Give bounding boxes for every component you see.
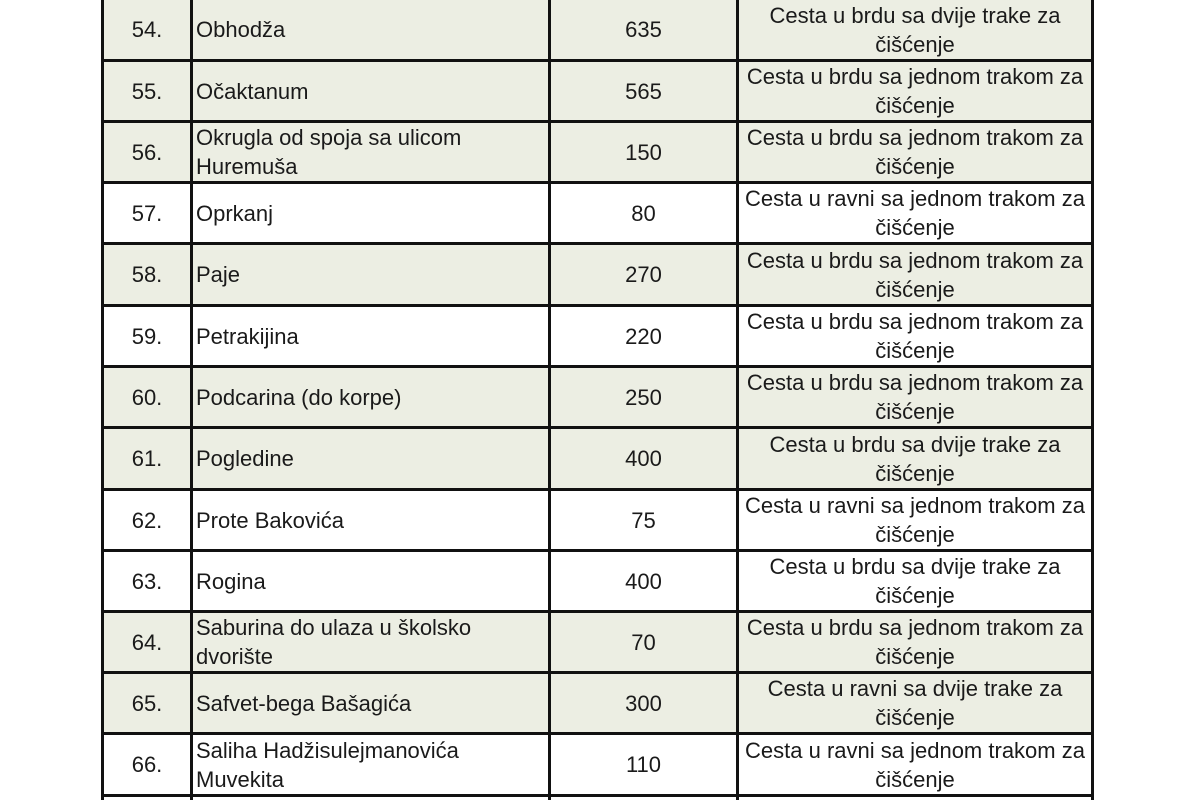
row-number-cell: [103, 612, 192, 673]
row-number-cell: [103, 306, 192, 367]
row-number: 64.: [131, 629, 163, 655]
length-cell: [550, 122, 738, 183]
length-value: 565: [625, 78, 662, 104]
street-name: Saburina do ulaza u školsko dvorište: [196, 615, 472, 669]
roads-table: [101, 0, 1094, 800]
row-number-cell: [103, 796, 192, 800]
row-number-cell: [103, 183, 192, 244]
street-name: Pogledine: [196, 446, 294, 471]
length-value: 250: [625, 384, 662, 410]
table-row: [103, 490, 1093, 551]
street-name-cell: [192, 306, 550, 367]
row-number: 56.: [131, 139, 163, 165]
length-value: 400: [625, 568, 662, 594]
roads-table-body: [103, 0, 1093, 800]
street-name: Okrugla od spoja sa ulicom Huremuša: [196, 125, 462, 179]
street-name: Paje: [196, 262, 241, 287]
row-number: 61.: [131, 446, 163, 471]
row-number-cell: [103, 428, 192, 490]
row-number: 63.: [131, 568, 163, 594]
length-value: 80: [631, 200, 656, 226]
row-number: 57.: [131, 200, 163, 226]
road-type: Cesta u brdu sa jednom trakom za čišćenje: [746, 370, 1084, 424]
road-type-cell: [738, 673, 1093, 734]
road-type-cell: [738, 122, 1093, 183]
row-number: 58.: [131, 262, 163, 287]
road-type-cell: [738, 428, 1093, 490]
street-name: Safvet-bega Bašagića: [196, 690, 412, 716]
table-row: [103, 0, 1093, 61]
length-value: 270: [625, 262, 662, 287]
row-number-cell: [103, 490, 192, 551]
street-name-cell: [192, 612, 550, 673]
street-name-cell: [192, 428, 550, 490]
length-cell: [550, 306, 738, 367]
length-cell: [550, 428, 738, 490]
table-row: [103, 673, 1093, 734]
street-name: Oprkanj: [196, 200, 274, 226]
road-type: Cesta u brdu sa dvije trake za čišćenje: [769, 554, 1061, 608]
road-type-cell: [738, 183, 1093, 244]
length-cell: [550, 183, 738, 244]
road-type: Cesta u brdu sa jednom trakom za čišćenje: [746, 247, 1084, 302]
length-value: 150: [625, 139, 662, 165]
row-number: 62.: [131, 507, 163, 533]
length-cell: [550, 244, 738, 306]
table-row: [103, 551, 1093, 612]
length-cell: [550, 612, 738, 673]
road-type: Cesta u ravni sa jednom trakom za čišćenje: [745, 493, 1085, 547]
road-type: Cesta u brdu sa jednom trakom za čišćenje: [746, 64, 1084, 118]
road-type-cell: [738, 61, 1093, 122]
row-number: 55.: [131, 78, 163, 104]
table-row: [103, 428, 1093, 490]
length-value: 400: [625, 446, 662, 471]
road-type-cell: [738, 367, 1093, 428]
road-type: Cesta u ravni sa dvije trake za čišćenje: [767, 676, 1063, 730]
street-name-cell: [192, 183, 550, 244]
road-type-cell: [738, 0, 1093, 61]
row-number-cell: [103, 367, 192, 428]
road-type: Cesta u brdu sa dvije trake za čišćenje: [769, 431, 1061, 486]
length-value: 75: [631, 507, 656, 533]
row-number: 54.: [131, 17, 163, 42]
table-row: [103, 612, 1093, 673]
street-name-cell: [192, 122, 550, 183]
street-name: Podcarina (do korpe): [196, 384, 402, 410]
row-number-cell: [103, 734, 192, 796]
street-name: Rogina: [196, 568, 266, 594]
row-number: 59.: [131, 323, 163, 349]
row-number-cell: [103, 244, 192, 306]
length-cell: [550, 673, 738, 734]
road-type-cell: [738, 551, 1093, 612]
row-number: 65.: [131, 690, 163, 716]
row-number: 66.: [131, 752, 163, 777]
row-number: 60.: [131, 384, 163, 410]
length-value: 300: [625, 690, 662, 716]
row-number-cell: [103, 0, 192, 61]
road-type: Cesta u brdu sa jednom trakom za čišćenje: [746, 615, 1084, 669]
length-value: 635: [625, 17, 662, 42]
street-name-cell: [192, 490, 550, 551]
length-cell: [550, 734, 738, 796]
street-name-cell: [192, 0, 550, 61]
row-number-cell: [103, 61, 192, 122]
table-row: [103, 122, 1093, 183]
length-value: 70: [631, 629, 656, 655]
row-number-cell: [103, 673, 192, 734]
row-number-cell: [103, 122, 192, 183]
length-cell: [550, 551, 738, 612]
street-name: Petrakijina: [196, 323, 299, 349]
street-name-cell: [192, 673, 550, 734]
street-name-cell: [192, 796, 550, 800]
road-type-cell: [738, 612, 1093, 673]
street-name: Očaktanum: [196, 78, 309, 104]
road-type: Cesta u brdu sa jednom trakom za čišćenje: [746, 125, 1084, 179]
table-row: [103, 306, 1093, 367]
road-type: Cesta u ravni sa jednom trakom za čišćenje: [745, 737, 1085, 792]
road-type-cell: [738, 796, 1093, 800]
road-type-cell: [738, 306, 1093, 367]
road-type-cell: [738, 490, 1093, 551]
street-name-cell: [192, 734, 550, 796]
street-name: Prote Bakovića: [196, 507, 344, 533]
road-type: Cesta u ravni sa jednom trakom za čišćenje: [745, 186, 1085, 240]
street-name-cell: [192, 551, 550, 612]
street-name: Obhodža: [196, 17, 286, 42]
street-name: Saliha Hadžisulejmanovića Muvekita: [196, 737, 459, 792]
length-value: 220: [625, 323, 662, 349]
road-type: Cesta u brdu sa jednom trakom za čišćenje: [746, 309, 1084, 363]
length-cell: [550, 367, 738, 428]
row-number-cell: [103, 551, 192, 612]
road-type-cell: [738, 734, 1093, 796]
road-type-cell: [738, 244, 1093, 306]
street-name-cell: [192, 244, 550, 306]
length-cell: [550, 61, 738, 122]
length-cell: [550, 490, 738, 551]
table-row: [103, 61, 1093, 122]
length-cell: [550, 0, 738, 61]
length-cell: [550, 796, 738, 800]
table-row: [103, 796, 1093, 800]
table-row: [103, 244, 1093, 306]
table-row: [103, 183, 1093, 244]
table-row: [103, 367, 1093, 428]
length-value: 110: [625, 752, 662, 777]
table-row: [103, 734, 1093, 796]
street-name-cell: [192, 61, 550, 122]
street-name-cell: [192, 367, 550, 428]
road-type: Cesta u brdu sa dvije trake za čišćenje: [769, 2, 1061, 57]
